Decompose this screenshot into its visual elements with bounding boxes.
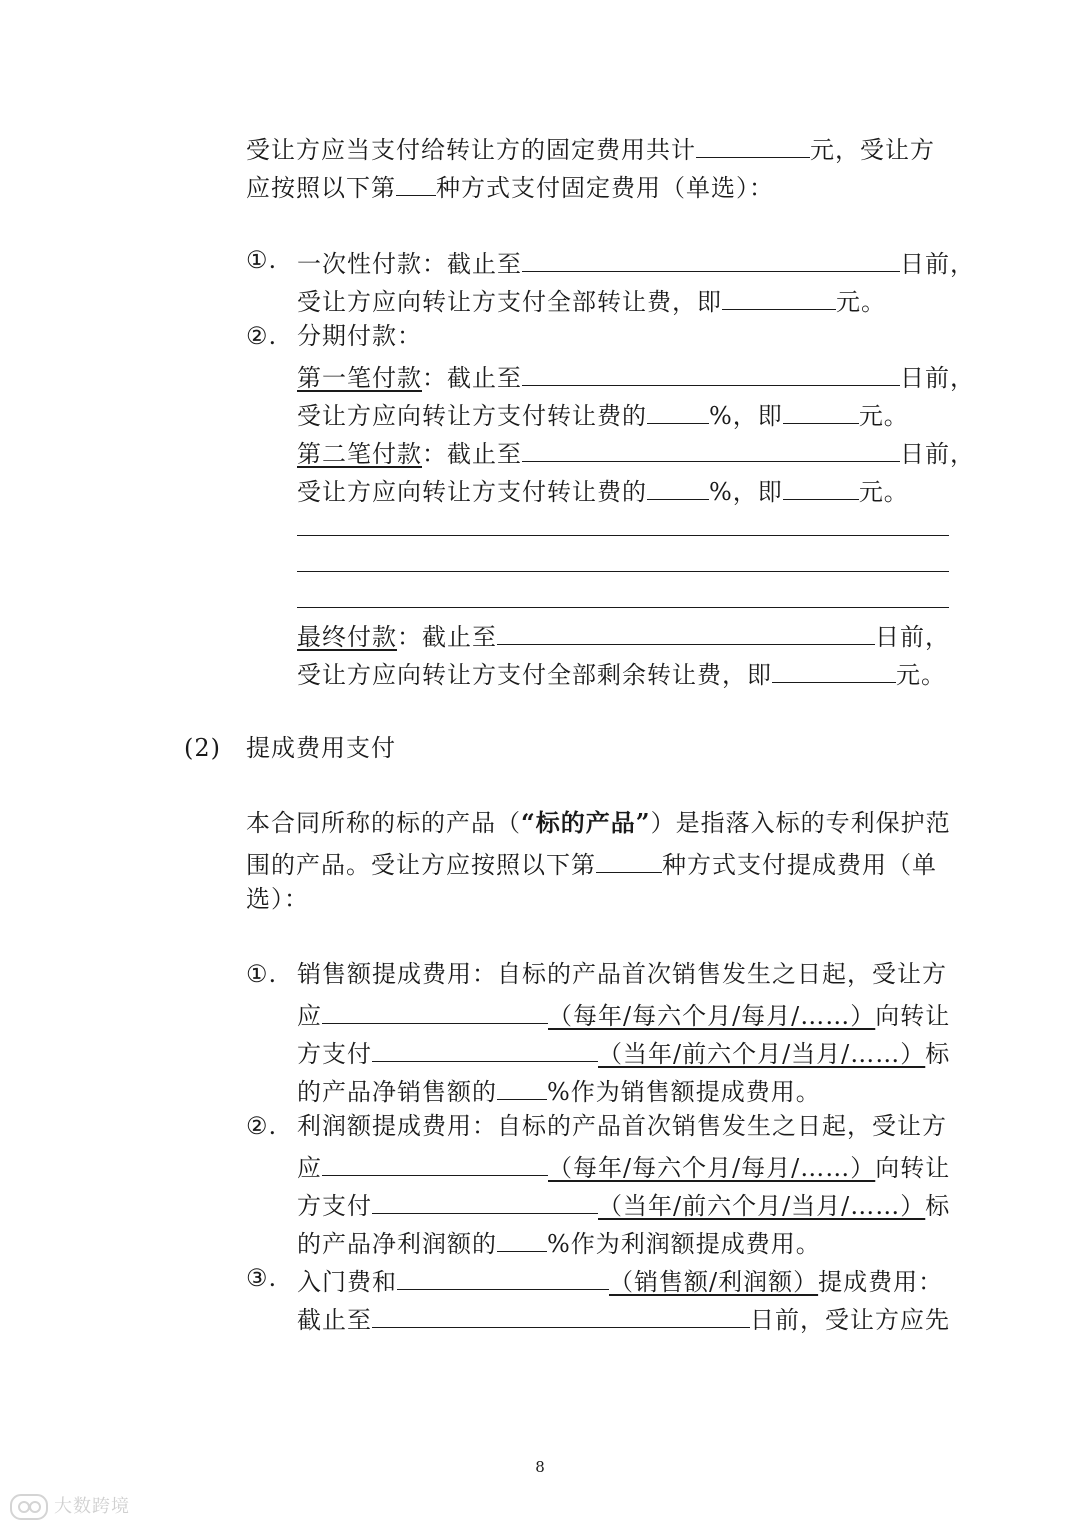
second-payment-date-blank[interactable] <box>522 435 900 462</box>
sales-royalty-text: 标 <box>925 1040 951 1068</box>
lump-sum-marker: ①. <box>246 246 278 274</box>
watermark-text: 大数跨境 <box>54 1496 130 1517</box>
profit-royalty-text: 的产品净利润额的 <box>297 1230 497 1258</box>
royalty-intro-text: 种方式支付提成费用（单 <box>662 851 937 879</box>
lump-sum-text: 一次性付款：截止至 <box>297 250 522 278</box>
second-payment-amount-blank[interactable] <box>783 473 859 500</box>
entry-fee-date-blank[interactable] <box>372 1301 750 1328</box>
second-payment-amount-line <box>297 473 909 507</box>
sales-royalty-period-blank[interactable] <box>322 997 548 1024</box>
lump-sum-date-blank[interactable] <box>522 245 900 272</box>
final-payment-line <box>297 618 950 652</box>
first-payment-text: 元。 <box>858 402 909 430</box>
fixed-fee-text: 受让方应当支付给转让方的固定费用共计 <box>246 136 696 164</box>
sales-royalty-text: 方支付 <box>297 1040 372 1068</box>
profit-royalty-basis-blank[interactable] <box>372 1187 598 1214</box>
second-payment-label: 第二笔付款 <box>297 440 422 468</box>
second-payment-text: ：截止至 <box>422 440 522 468</box>
royalty-section-number: (2) <box>184 734 221 762</box>
fixed-fee-line-1 <box>246 131 935 165</box>
first-payment-text: ：截止至 <box>422 364 522 392</box>
final-payment-amount-blank[interactable] <box>772 656 896 683</box>
sales-royalty-percent-blank[interactable] <box>497 1073 547 1100</box>
royalty-section-title: 提成费用支付 <box>246 734 396 762</box>
entry-fee-type-blank[interactable] <box>397 1263 609 1290</box>
final-payment-date-blank[interactable] <box>497 618 875 645</box>
first-payment-label: 第一笔付款 <box>297 364 422 392</box>
profit-royalty-line-3 <box>297 1187 950 1221</box>
fixed-fee-text: 应按照以下第 <box>246 174 396 202</box>
first-payment-percent-blank[interactable] <box>647 397 709 424</box>
installment-marker: ②. <box>246 322 278 350</box>
installment-title: 分期付款： <box>297 322 422 350</box>
first-payment-date-blank[interactable] <box>522 359 900 386</box>
lump-sum-line-2 <box>297 283 886 317</box>
second-payment-text: %，即 <box>709 478 783 506</box>
final-payment-amount-line <box>297 656 946 690</box>
lump-sum-line-1 <box>297 245 975 279</box>
sales-royalty-text: 向转让 <box>875 1002 951 1030</box>
lump-sum-amount-blank[interactable] <box>722 283 836 310</box>
profit-royalty-text: 向转让 <box>875 1154 951 1182</box>
sales-royalty-line-1: 销售额提成费用：自标的产品首次销售发生之日起，受让方 <box>297 960 947 988</box>
lump-sum-text: 日前， <box>900 250 975 278</box>
sales-royalty-text: %作为销售额提成费用。 <box>547 1078 821 1106</box>
fixed-fee-text: 元，受让方 <box>810 136 935 164</box>
final-payment-label: 最终付款 <box>297 623 397 651</box>
second-payment-text: 元。 <box>858 478 909 506</box>
sales-royalty-basis-blank[interactable] <box>372 1035 598 1062</box>
profit-royalty-line-4 <box>297 1225 821 1259</box>
entry-fee-line-1 <box>297 1263 943 1297</box>
sales-royalty-text: 的产品净销售额的 <box>297 1078 497 1106</box>
profit-royalty-text: 方支付 <box>297 1192 372 1220</box>
entry-fee-marker: ③. <box>246 1264 278 1292</box>
entry-fee-text: 截止至 <box>297 1306 372 1334</box>
watermark <box>10 1492 130 1520</box>
first-payment-text: 日前， <box>900 364 975 392</box>
profit-royalty-line-2 <box>297 1149 950 1183</box>
fixed-fee-amount-blank[interactable] <box>696 131 810 158</box>
first-payment-amount-line <box>297 397 909 431</box>
royalty-intro-term: “标的产品” <box>521 808 651 837</box>
royalty-intro-text: 本合同所称的标的产品（ <box>246 809 521 837</box>
profit-royalty-period-blank[interactable] <box>322 1149 548 1176</box>
fixed-fee-text: 种方式支付固定费用（单选）： <box>436 174 774 202</box>
fixed-fee-method-blank[interactable] <box>396 169 436 196</box>
lump-sum-text: 受让方应向转让方支付全部转让费，即 <box>297 288 722 316</box>
sales-royalty-line-2 <box>297 997 950 1031</box>
sales-royalty-line-4 <box>297 1073 821 1107</box>
lump-sum-text: 元。 <box>836 288 886 316</box>
sales-royalty-period-options: （每年/每六个月/每月/……） <box>548 1002 876 1030</box>
sales-royalty-text: 应 <box>297 1002 322 1030</box>
profit-royalty-marker: ②. <box>246 1112 278 1140</box>
second-payment-text: 受让方应向转让方支付转让费的 <box>297 478 647 506</box>
first-payment-text: %，即 <box>709 402 783 430</box>
profit-royalty-period-options: （每年/每六个月/每月/……） <box>548 1154 876 1182</box>
sales-royalty-line-3 <box>297 1035 950 1069</box>
final-payment-text: 元。 <box>896 661 946 689</box>
royalty-intro-line-2 <box>246 846 937 880</box>
sales-royalty-marker: ①. <box>246 960 278 988</box>
second-payment-text: 日前， <box>900 440 975 468</box>
profit-royalty-percent-blank[interactable] <box>497 1225 547 1252</box>
final-payment-text: 日前， <box>875 623 950 651</box>
fixed-fee-line-2 <box>246 169 774 203</box>
blank-rule-line[interactable] <box>297 571 949 572</box>
first-payment-amount-blank[interactable] <box>783 397 859 424</box>
profit-royalty-text: 应 <box>297 1154 322 1182</box>
entry-fee-text: 入门费和 <box>297 1268 397 1296</box>
entry-fee-line-2 <box>297 1301 950 1335</box>
second-payment-percent-blank[interactable] <box>647 473 709 500</box>
blank-rule-line[interactable] <box>297 607 949 608</box>
first-payment-text: 受让方应向转让方支付转让费的 <box>297 402 647 430</box>
profit-royalty-basis-options: （当年/前六个月/当月/……） <box>598 1192 926 1220</box>
profit-royalty-line-1: 利润额提成费用：自标的产品首次销售发生之日起，受让方 <box>297 1112 947 1140</box>
blank-rule-line[interactable] <box>297 535 949 536</box>
sales-royalty-basis-options: （当年/前六个月/当月/……） <box>598 1040 926 1068</box>
royalty-intro-line-3: 选）： <box>246 885 309 913</box>
profit-royalty-text: 标 <box>925 1192 951 1220</box>
royalty-intro-text: 围的产品。受让方应按照以下第 <box>246 851 596 879</box>
entry-fee-text: 提成费用： <box>818 1268 944 1296</box>
entry-fee-type-options: （销售额/利润额） <box>609 1268 819 1296</box>
page-number: 8 <box>535 1458 545 1476</box>
royalty-intro-text: ）是指落入标的专利保护范 <box>650 809 951 837</box>
first-payment-line <box>297 359 975 393</box>
entry-fee-text: 日前，受让方应先 <box>750 1306 950 1334</box>
watermark-logo-icon <box>10 1494 48 1520</box>
profit-royalty-text: %作为利润额提成费用。 <box>547 1230 821 1258</box>
final-payment-text: 受让方应向转让方支付全部剩余转让费，即 <box>297 661 772 689</box>
royalty-method-blank[interactable] <box>596 846 662 873</box>
final-payment-text: ：截止至 <box>397 623 497 651</box>
royalty-intro-line-1 <box>246 808 951 838</box>
second-payment-line <box>297 435 975 469</box>
